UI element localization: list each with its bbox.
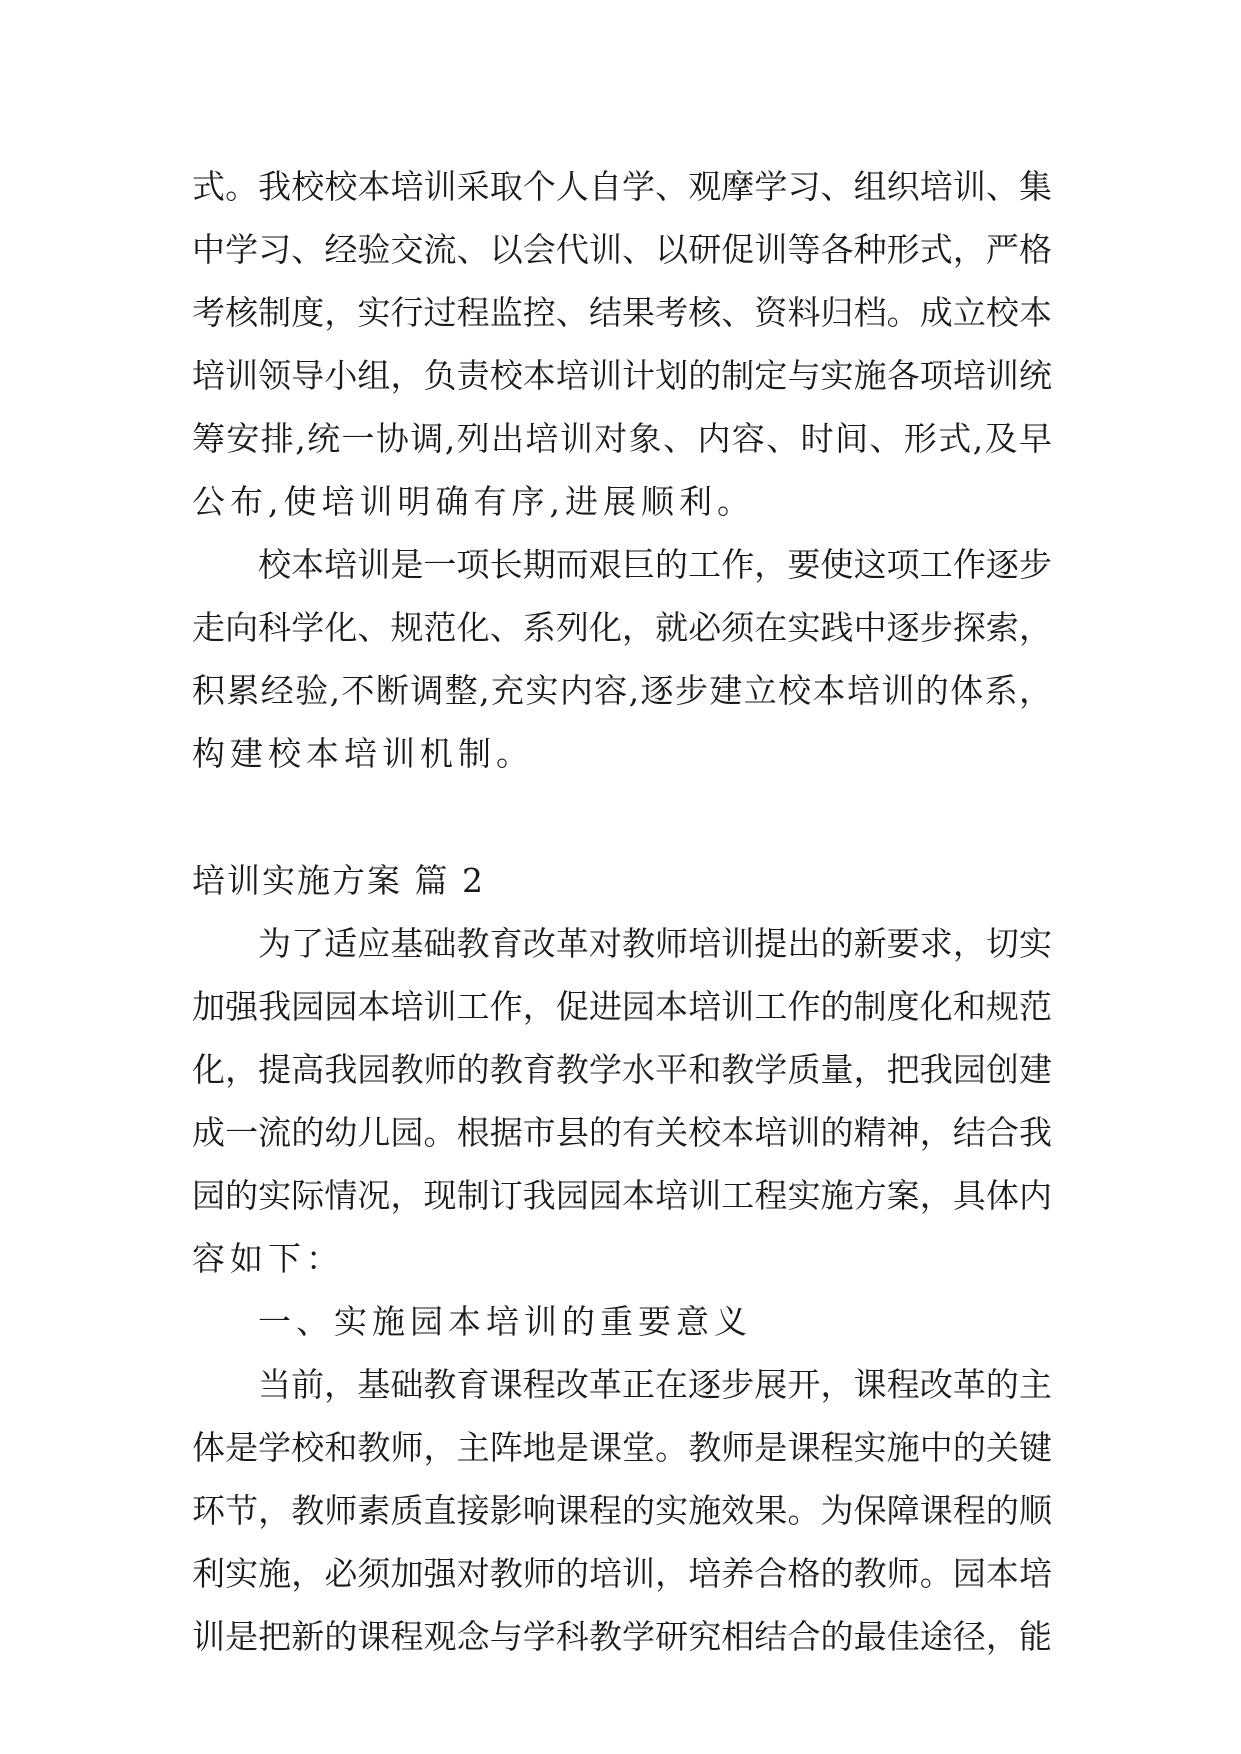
text-line: 培训领导小组，负责校本培训计划的制定与实施各项培训统 [192, 356, 1052, 395]
text-line: 构建校本培训机制。 [192, 734, 534, 773]
text-line: 式。我校校本培训采取个人自学、观摩学习、组织培训、集 [192, 167, 1052, 206]
text-line: 校本培训是一项长期而艰巨的工作，要使这项工作逐步 [258, 545, 1052, 584]
paragraph-intro [192, 912, 1052, 1290]
text-line: 积累经验,不断调整,充实内容,逐步建立校本培训的体系， [192, 671, 1052, 710]
text-line: 园的实际情况，现制订我园园本培训工程实施方案，具体内 [192, 1176, 1052, 1215]
text-line: 利实施，必须加强对教师的培训，培养合格的教师。园本培 [192, 1554, 1052, 1593]
text-line: 环节，教师素质直接影响课程的实施效果。为保障课程的顺 [192, 1491, 1052, 1530]
paragraph-long-term-work [192, 533, 1052, 785]
text-line: 筹安排,统一协调,列出培训对象、内容、时间、形式,及早 [192, 419, 1052, 458]
text-line: 容如下： [192, 1239, 344, 1278]
text-line: 当前，基础教育课程改革正在逐步展开，课程改革的主 [258, 1365, 1052, 1404]
paragraph-school-training-forms [192, 155, 1052, 533]
text-line: 公布,使培训明确有序,进展顺利。 [192, 482, 755, 521]
text-line: 体是学校和教师，主阵地是课堂。教师是课程实施中的关键 [192, 1428, 1052, 1467]
text-line: 考核制度，实行过程监控、结果考核、资料归档。成立校本 [192, 293, 1052, 332]
text-line: 为了适应基础教育改革对教师培训提出的新要求，切实 [258, 924, 1052, 963]
section-title: 培训实施方案 篇 2 [192, 861, 485, 900]
text-line: 走向科学化、规范化、系列化，就必须在实践中逐步探索， [192, 608, 1052, 647]
paragraph-significance [192, 1353, 1052, 1668]
text-line: 中学习、经验交流、以会代训、以研促训等各种形式，严格 [192, 230, 1052, 269]
text-line: 加强我园园本培训工作，促进园本培训工作的制度化和规范 [192, 987, 1052, 1026]
document-body [192, 155, 1052, 1668]
text-line: 训是把新的课程观念与学科教学研究相结合的最佳途径，能 [192, 1617, 1052, 1656]
text-line: 化，提高我园教师的教育教学水平和教学质量，把我园创建 [192, 1050, 1052, 1089]
text-line: 成一流的幼儿园。根据市县的有关校本培训的精神，结合我 [192, 1113, 1052, 1152]
section-spacer [192, 785, 1052, 849]
subheading: 一、实施园本培训的重要意义 [258, 1302, 752, 1341]
